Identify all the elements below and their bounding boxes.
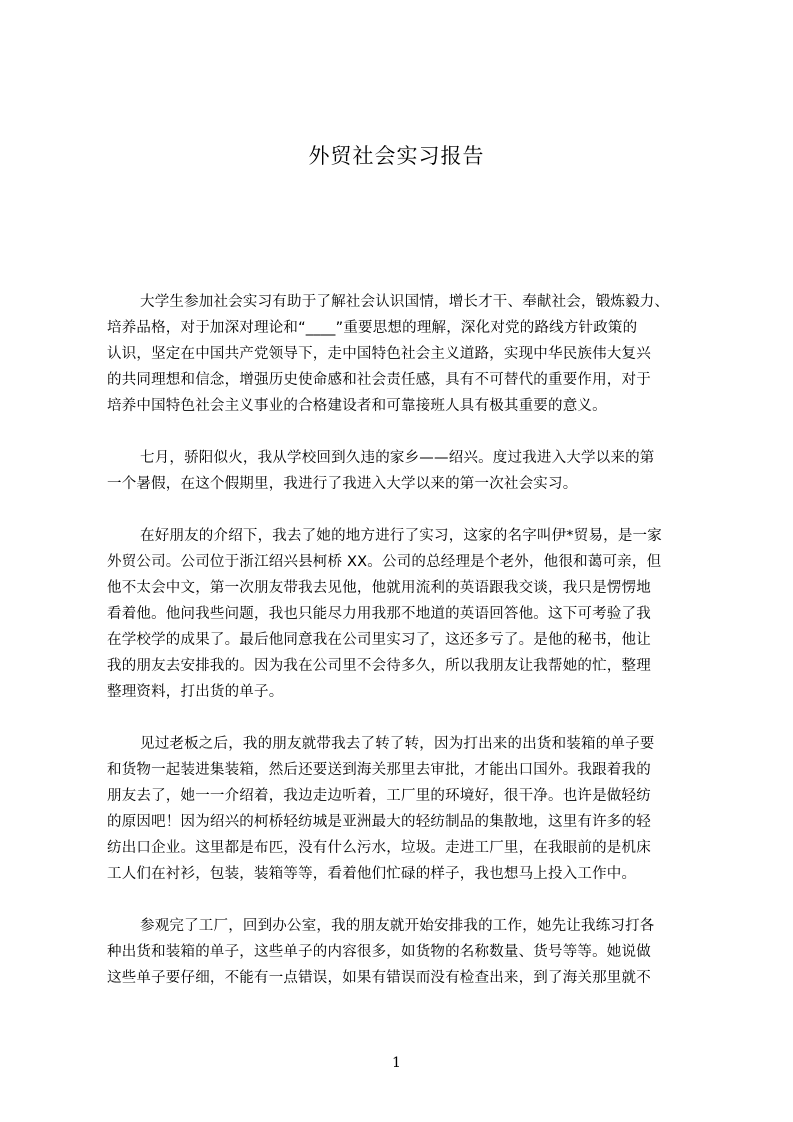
paragraph-5-line-3: 这些单子要仔细，不能有一点错误，如果有错误而没有检查出来，到了海关那里就不 [107,970,651,986]
paragraph-4-line-6: 工人们在衬衫，包装，装箱等等，看着他们忙碌的样子，我也想马上投入工作中。 [107,866,637,882]
paragraph-1-line-1: 大学生参加社会实习有助于了解社会认识国情，增长才干、奉献社会，锻炼毅力、 [140,294,670,310]
paragraph-1-line-4: 的共同理想和信念，增强历史使命感和社会责任感，具有不可替代的重要作用，对于 [107,372,651,388]
page-number: 1 [392,1055,401,1071]
paragraph-3-line-7: 整理资料，打出货的单子。 [107,684,284,700]
paragraph-1-line-2: 培养品格，对于加深对理论和“____”重要思想的理解，深化对党的路线方针政策的 [107,320,638,336]
paragraph-3-line-3: 他不太会中文，第一次朋友带我去见他，他就用流利的英语跟我交谈，我只是愣愣地 [107,580,651,596]
paragraph-4-line-2: 和货物一起装进集装箱，然后还要送到海关那里去审批，才能出口国外。我跟着我的 [107,762,651,778]
paragraph-4-line-1: 见过老板之后，我的朋友就带我去了转了转，因为打出来的出货和装箱的单子要 [140,736,655,752]
paragraph-3-line-1: 在好朋友的介绍下，我去了她的地方进行了实习，这家的名字叫伊*贸易，是一家 [140,528,662,544]
paragraph-1-line-3: 认识，坚定在中国共产党领导下，走中国特色社会主义道路，实现中华民族伟大复兴 [107,346,651,362]
paragraph-5-line-2: 种出货和装箱的单子，这些单子的内容很多，如货物的名称数量、货号等等。她说做 [107,944,651,960]
paragraph-1-line-5: 培养中国特色社会主义事业的合格建设者和可靠接班人具有极其重要的意义。 [107,398,607,414]
paragraph-3-line-6: 我的朋友去安排我的。因为我在公司里不会待多久，所以我朋友让我帮她的忙，整理 [107,658,651,674]
paragraph-3-line-2: 外贸公司。公司位于浙江绍兴县柯桥 XX。公司的总经理是个老外，他很和蔼可亲，但 [107,554,662,570]
paragraph-3-line-4: 看着他。他问我些问题，我也只能尽力用我那不地道的英语回答他。这下可考验了我 [107,606,651,622]
paragraph-4-line-5: 纺出口企业。这里都是布匹，没有什么污水，垃圾。走进工厂里，在我眼前的是机床 [107,840,651,856]
paragraph-5-line-1: 参观完了工厂，回到办公室，我的朋友就开始安排我的工作，她先让我练习打各 [140,918,655,934]
paragraph-4-line-4: 的原因吧！因为绍兴的柯桥轻纺城是亚洲最大的轻纺制品的集散地，这里有许多的轻 [107,814,651,830]
paragraph-3-line-5: 在学校学的成果了。最后他同意我在公司里实习了，这还多亏了。是他的秘书，他让 [107,632,651,648]
paragraph-4-line-3: 朋友去了，她一一介绍着，我边走边听着，工厂里的环境好，很干净。也许是做轻纺 [107,788,651,804]
document-title: 外贸社会实习报告 [308,144,485,168]
paragraph-2-line-2: 一个暑假，在这个假期里，我进行了我进入大学以来的第一次社会实习。 [107,476,578,492]
paragraph-2-line-1: 七月，骄阳似火，我从学校回到久违的家乡——绍兴。度过我进入大学以来的第 [140,450,655,466]
